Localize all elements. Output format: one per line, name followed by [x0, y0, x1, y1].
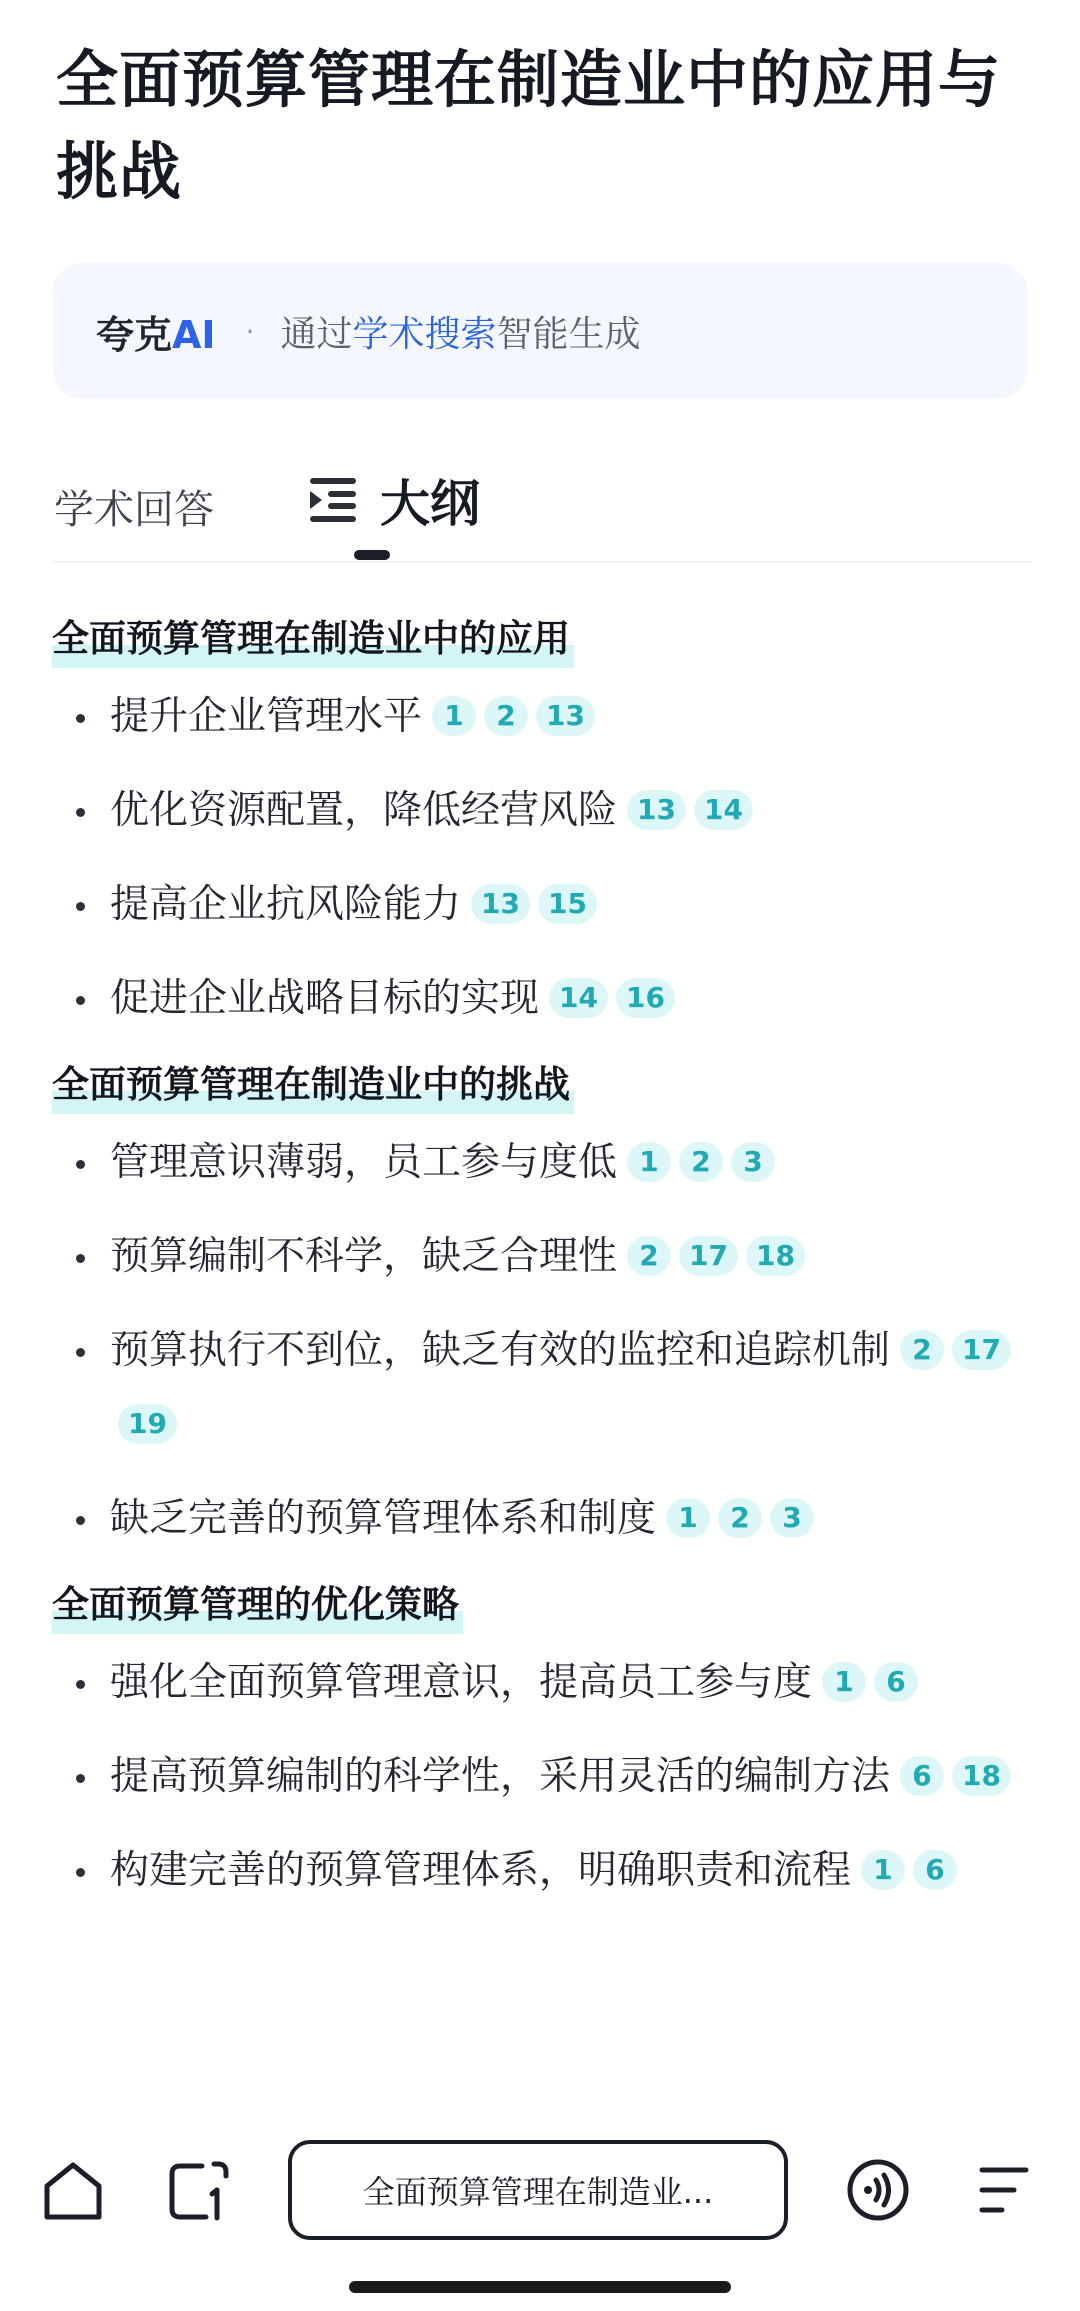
list-item — [52, 962, 1032, 1036]
tabs-divider — [52, 561, 1032, 563]
list-item — [52, 1314, 1032, 1462]
source-card — [52, 263, 1028, 399]
home-indicator — [349, 2281, 731, 2293]
citation-badge[interactable]: 2 — [627, 1236, 671, 1276]
citation-badge[interactable]: 1 — [666, 1498, 710, 1538]
citation-badge[interactable]: 6 — [900, 1756, 944, 1796]
section-list — [52, 680, 1032, 1036]
citation-badge[interactable]: 2 — [900, 1330, 944, 1370]
academic-search-link[interactable]: 学术搜索 — [352, 313, 497, 355]
list-item — [52, 1482, 1032, 1556]
tab-outline[interactable] — [310, 464, 480, 536]
brand-prefix: 夸克 — [96, 312, 173, 357]
tabs-icon[interactable] — [168, 2160, 230, 2222]
list-item-text: 优化资源配置，降低经营风险 — [110, 788, 618, 833]
citation-badge[interactable]: 3 — [731, 1142, 775, 1182]
citation-badge[interactable]: 3 — [770, 1498, 814, 1538]
bottom-toolbar — [0, 2090, 1080, 2311]
list-item — [52, 1126, 1032, 1200]
page-title: 全面预算管理在制造业中的应用与挑战 — [56, 43, 1002, 208]
citation-badge[interactable]: 18 — [952, 1756, 1011, 1796]
section-title: 全面预算管理在制造业中的挑战 — [52, 1056, 574, 1114]
tab-outline-label: 大纲 — [380, 475, 480, 533]
active-tab-indicator — [354, 550, 390, 560]
query-pill-button[interactable]: 全面预算管理在制造业... — [288, 2140, 788, 2240]
list-item-text: 管理意识薄弱，员工参与度低 — [110, 1140, 618, 1185]
citation-badge[interactable]: 17 — [679, 1236, 738, 1276]
citation-badge[interactable]: 1 — [822, 1662, 866, 1702]
citation-badge[interactable]: 1 — [627, 1142, 671, 1182]
citation-badge[interactable]: 15 — [538, 884, 597, 924]
list-item-text: 构建完善的预算管理体系，明确职责和流程 — [110, 1848, 852, 1893]
outline-icon — [310, 478, 356, 522]
generated-text: 智能生成 — [496, 313, 641, 355]
voice-icon[interactable] — [846, 2158, 910, 2222]
list-item-text: 促进企业战略目标的实现 — [110, 976, 540, 1021]
citation-badge[interactable]: 14 — [549, 978, 608, 1018]
list-item-text: 缺乏完善的预算管理体系和制度 — [110, 1496, 657, 1541]
section-list — [52, 1646, 1032, 1908]
outline-content — [52, 610, 1032, 1928]
citation-badge[interactable]: 2 — [484, 696, 528, 736]
citation-badge[interactable]: 2 — [718, 1498, 762, 1538]
menu-icon[interactable] — [976, 2164, 1032, 2216]
section-title: 全面预算管理的优化策略 — [52, 1576, 463, 1634]
list-item — [52, 1646, 1032, 1720]
brand-suffix: AI — [172, 312, 216, 357]
home-icon[interactable] — [42, 2160, 104, 2222]
section-list — [52, 1126, 1032, 1556]
list-item — [52, 680, 1032, 754]
citation-badge[interactable]: 14 — [694, 790, 753, 830]
citation-badge[interactable]: 2 — [679, 1142, 723, 1182]
list-item — [52, 1220, 1032, 1294]
list-item-text: 预算执行不到位，缺乏有效的监控和追踪机制 — [110, 1328, 891, 1373]
via-text: 通过 — [280, 313, 353, 355]
citation-badge[interactable]: 6 — [913, 1850, 957, 1890]
separator-dot: · — [245, 314, 255, 348]
tab-bar — [52, 464, 1032, 564]
citation-badge[interactable]: 13 — [627, 790, 686, 830]
citation-badge[interactable]: 1 — [432, 696, 476, 736]
scroll-fade — [0, 2050, 1080, 2090]
brand-logo — [96, 304, 216, 359]
citation-badge[interactable]: 18 — [746, 1236, 805, 1276]
list-item — [52, 1740, 1032, 1814]
list-item-text: 预算编制不科学，缺乏合理性 — [110, 1234, 618, 1279]
list-item — [52, 1834, 1032, 1908]
citation-badge[interactable]: 19 — [118, 1404, 177, 1444]
citation-badge[interactable]: 6 — [874, 1662, 918, 1702]
citation-badge[interactable]: 1 — [861, 1850, 905, 1890]
list-item — [52, 774, 1032, 848]
citation-badge[interactable]: 16 — [616, 978, 675, 1018]
citation-badge[interactable]: 13 — [536, 696, 595, 736]
list-item — [52, 868, 1032, 942]
list-item-text: 提升企业管理水平 — [110, 694, 423, 739]
citation-badge[interactable]: 17 — [952, 1330, 1011, 1370]
tab-academic-answer[interactable]: 学术回答 — [54, 487, 214, 533]
list-item-text: 强化全面预算管理意识，提高员工参与度 — [110, 1660, 813, 1705]
list-item-text: 提高企业抗风险能力 — [110, 882, 462, 927]
list-item-text: 提高预算编制的科学性，采用灵活的编制方法 — [110, 1754, 891, 1799]
section-title: 全面预算管理在制造业中的应用 — [52, 610, 574, 668]
citation-badge[interactable]: 13 — [471, 884, 530, 924]
